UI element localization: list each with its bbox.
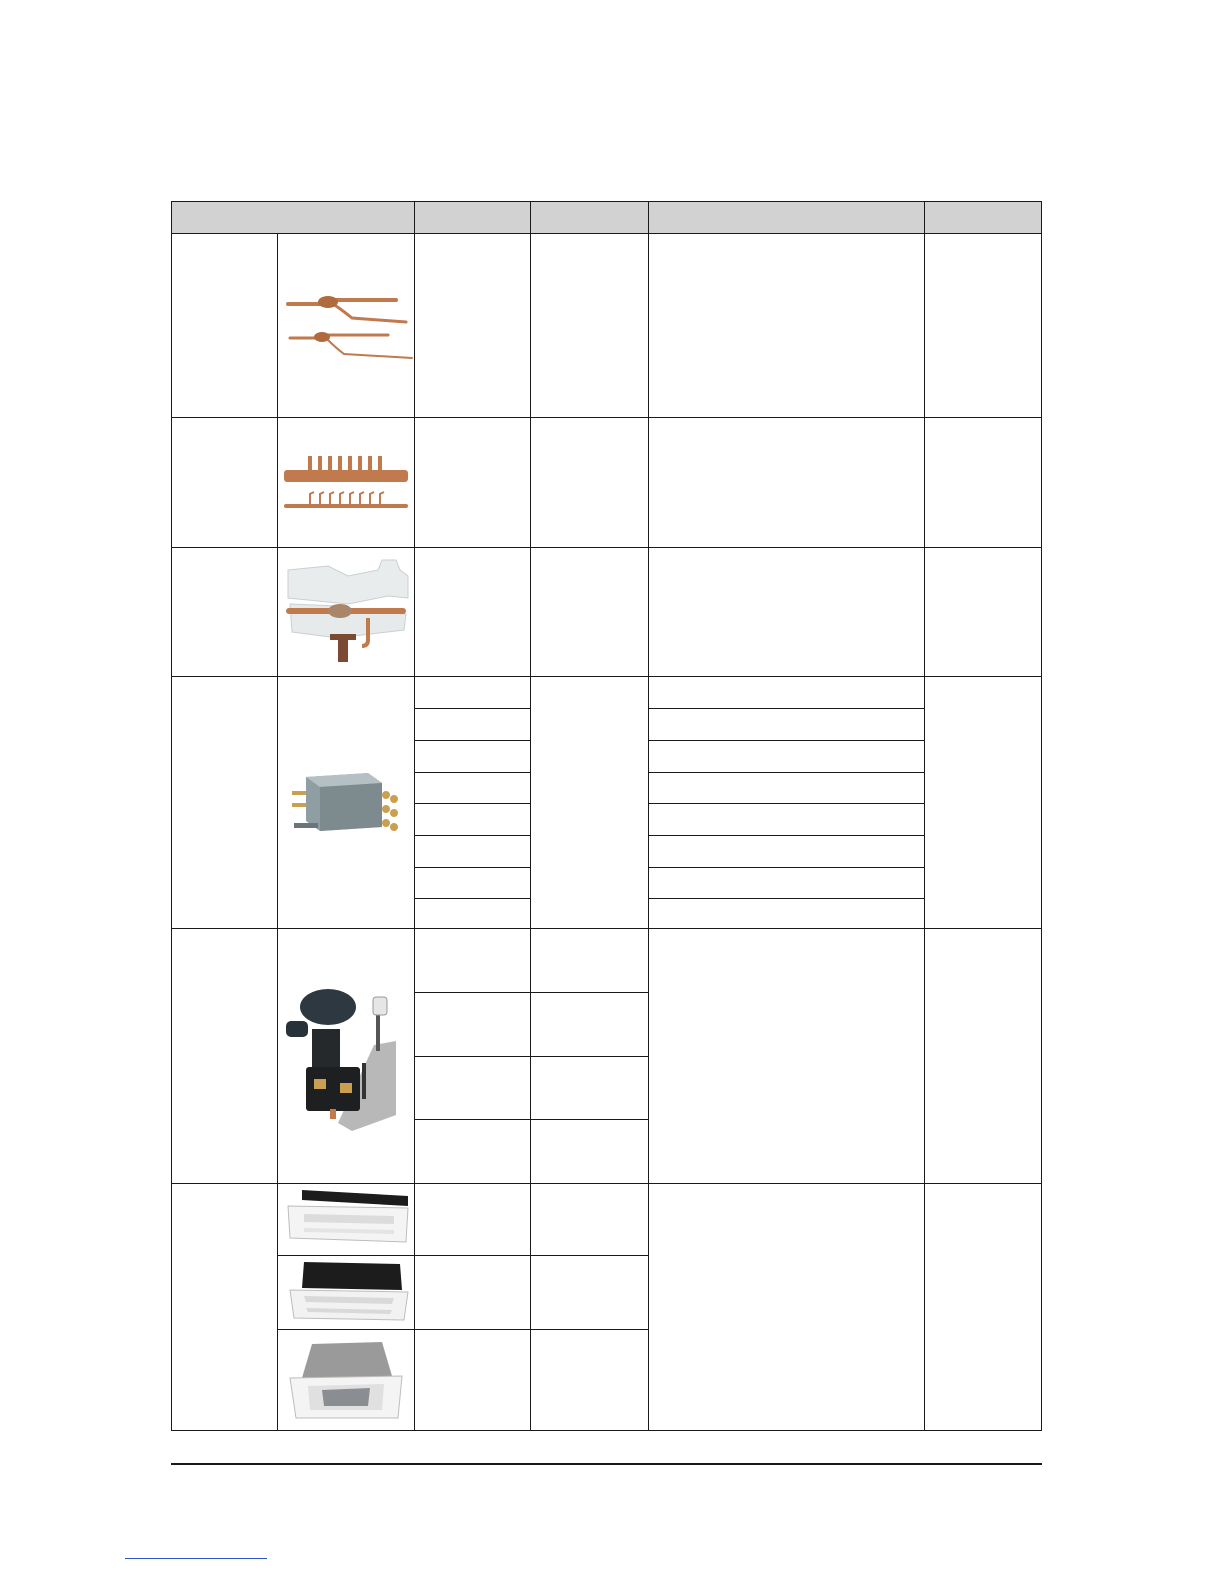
drain-pump-kit-photo: [278, 929, 414, 1183]
group-5-name-cell: [171, 928, 278, 1184]
group-6-code-row-1: [530, 1183, 649, 1256]
group-4-model-row-1: [414, 676, 531, 709]
copper-y-joint-pipes-photo: [278, 234, 414, 417]
two-way-cassette-panel-photo: [278, 1256, 414, 1329]
group-5-model-row-2: [414, 992, 531, 1057]
group-1-description-cell: [648, 233, 925, 418]
table-header-cell-code: [530, 201, 649, 234]
grey-distribution-box-photo: [278, 677, 414, 928]
group-1-code-cell: [530, 233, 649, 418]
group-4-model-row-2: [414, 708, 531, 741]
group-2-model-cell: [414, 417, 531, 548]
copper-distribution-header-photo: [278, 418, 414, 547]
group-5-model-row-1: [414, 928, 531, 993]
group-3-name-cell: [171, 547, 278, 677]
group-3-code-cell: [530, 547, 649, 677]
group-6-name-cell: [171, 1183, 278, 1431]
one-way-cassette-panel-photo: [278, 1184, 414, 1255]
group-4-description-row-5: [648, 803, 925, 836]
footer-link-underline[interactable]: [125, 1558, 267, 1559]
group-2-name-cell: [171, 417, 278, 548]
group-2-image-cell: [277, 417, 415, 548]
group-4-model-row-5: [414, 803, 531, 836]
group-4-remarks-cell: [924, 676, 1042, 929]
group-6-image-row-3: [277, 1329, 415, 1431]
group-1-name-cell: [171, 233, 278, 418]
group-4-description-row-3: [648, 740, 925, 773]
group-4-description-row-6: [648, 835, 925, 868]
group-4-description-row-4: [648, 772, 925, 804]
group-3-description-cell: [648, 547, 925, 677]
group-3-image-cell: [277, 547, 415, 677]
group-4-model-row-6: [414, 835, 531, 868]
group-4-description-row-8: [648, 898, 925, 929]
group-4-image-cell: [277, 676, 415, 929]
group-6-remarks-cell: [924, 1183, 1042, 1431]
group-6-image-row-1: [277, 1183, 415, 1256]
group-4-name-cell: [171, 676, 278, 929]
insulated-y-joint-kit-photo: [278, 548, 414, 676]
group-3-remarks-cell: [924, 547, 1042, 677]
group-4-description-row-2: [648, 708, 925, 741]
group-1-remarks-cell: [924, 233, 1042, 418]
table-header-cell-item: [171, 201, 415, 234]
accessory-table: [171, 201, 1042, 1431]
footer-rule: [171, 1463, 1042, 1465]
table-header-cell-remarks: [924, 201, 1042, 234]
four-way-cassette-panel-photo: [278, 1330, 414, 1430]
group-6-code-row-2: [530, 1255, 649, 1330]
group-5-code-row-3: [530, 1056, 649, 1120]
group-1-model-cell: [414, 233, 531, 418]
group-4-model-row-4: [414, 772, 531, 804]
group-4-model-row-3: [414, 740, 531, 773]
group-5-model-row-4: [414, 1119, 531, 1184]
group-5-code-row-1: [530, 928, 649, 993]
group-4-code-cell: [530, 676, 649, 929]
group-2-remarks-cell: [924, 417, 1042, 548]
group-3-model-cell: [414, 547, 531, 677]
group-6-image-row-2: [277, 1255, 415, 1330]
group-5-description-cell: [648, 928, 925, 1184]
group-5-code-row-2: [530, 992, 649, 1057]
group-4-description-row-1: [648, 676, 925, 709]
group-6-code-row-3: [530, 1329, 649, 1431]
group-6-model-row-1: [414, 1183, 531, 1256]
group-6-description-cell: [648, 1183, 925, 1431]
group-1-image-cell: [277, 233, 415, 418]
group-2-description-cell: [648, 417, 925, 548]
group-4-description-row-7: [648, 867, 925, 899]
group-2-code-cell: [530, 417, 649, 548]
group-5-model-row-3: [414, 1056, 531, 1120]
group-6-model-row-2: [414, 1255, 531, 1330]
group-5-code-row-4: [530, 1119, 649, 1184]
group-4-model-row-8: [414, 898, 531, 929]
group-6-model-row-3: [414, 1329, 531, 1431]
table-header-cell-model: [414, 201, 531, 234]
group-5-image-cell: [277, 928, 415, 1184]
group-4-model-row-7: [414, 867, 531, 899]
group-5-remarks-cell: [924, 928, 1042, 1184]
table-header-cell-description: [648, 201, 925, 234]
